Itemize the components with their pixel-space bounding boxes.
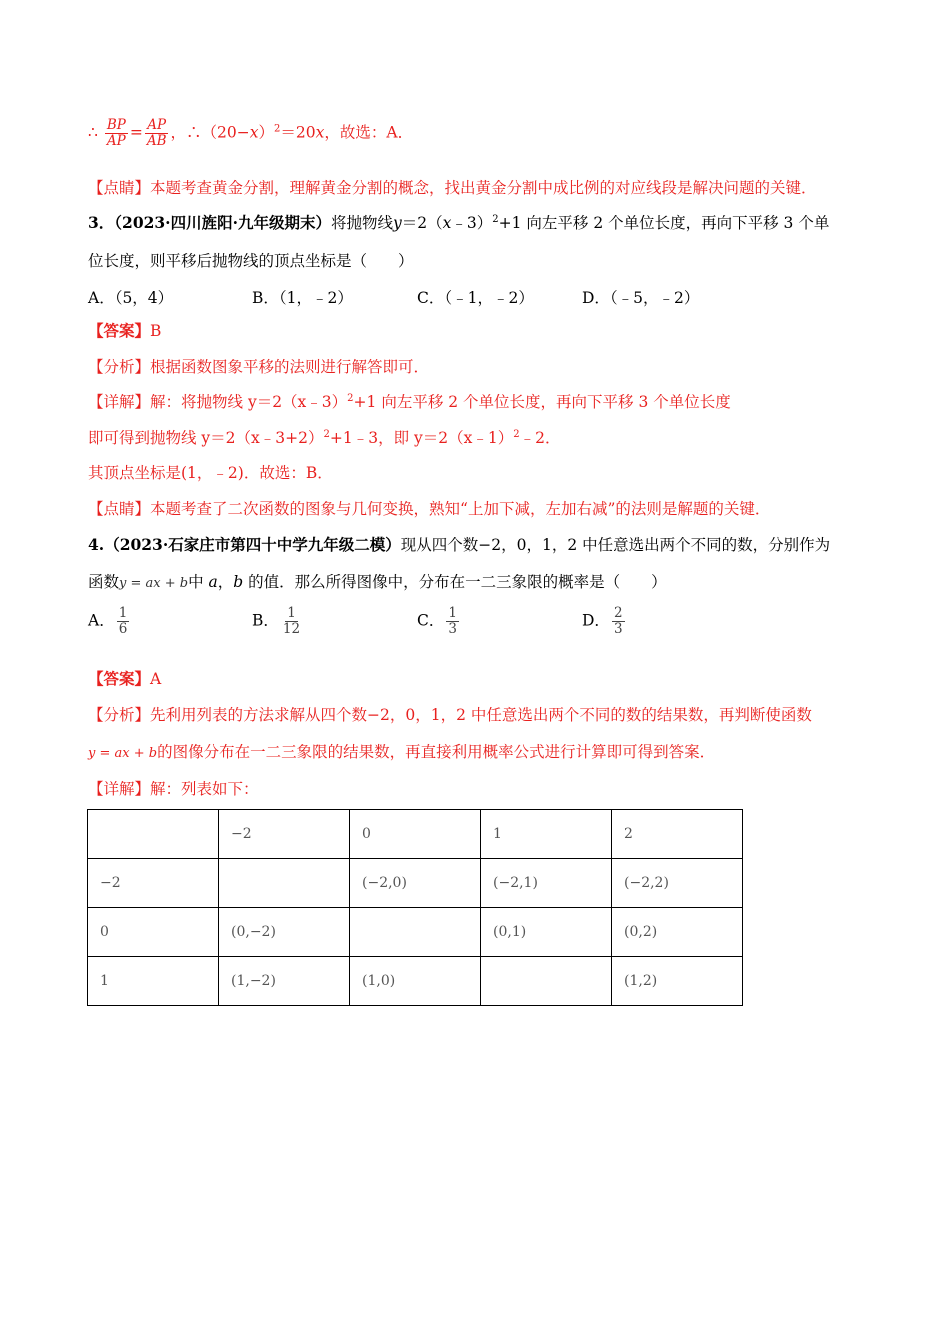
table-cell: 0: [88, 908, 219, 957]
table-row: [88, 957, 743, 1006]
q4-option-d: D． $\frac{2}{3}$: [582, 605, 623, 637]
table-cell: (−2,1): [481, 859, 612, 908]
q3-stem-line2: 位长度，则平移后抛物线的顶点坐标是（ ）: [88, 252, 414, 270]
q4-option-a: A． $\frac{1}{6}$: [88, 605, 128, 637]
table-cell: 1: [88, 957, 219, 1006]
q3-analysis: 【分析】根据函数图象平移的法则进行解答即可．: [88, 358, 430, 376]
q4-option-c: C． $\frac{1}{3}$: [417, 605, 457, 637]
function-formula: y = ax + b: [119, 576, 189, 591]
table-cell: 1: [481, 810, 612, 859]
table-cell: (−2,2): [612, 859, 743, 908]
q3-stem-line1: 3．（2023·四川旌阳·九年级期末）将抛物线y＝2（x﹣3）$^2$+1 向左平移 2 个单位长度，再向下平移 3 个单: [88, 213, 830, 232]
table-cell: (0,1): [481, 908, 612, 957]
table-cell: (1,−2): [219, 957, 350, 1006]
table-cell: (1,0): [350, 957, 481, 1006]
table-cell: [88, 810, 219, 859]
table-cell: 0: [350, 810, 481, 859]
table-cell: [350, 908, 481, 957]
q4-stem-line1: 4.（2023·石家庄市第四十中学九年级二模）现从四个数−2，0，1，2 中任意选出两个不同的数，分别作为: [88, 535, 831, 554]
table-row: [88, 908, 743, 957]
table-cell: [219, 859, 350, 908]
q4-detail: 【详解】解：列表如下：: [88, 780, 259, 798]
q4-stem-line2: 函数y = ax + b中 a，b 的值．那么所得图像中，分布在一二三象限的概率是（ ）: [88, 573, 667, 591]
q4-option-b: B． $\frac{1}{12}$: [252, 605, 301, 637]
table-cell: (0,−2): [219, 908, 350, 957]
conclusion-line: ∴ $\frac{BP}{AP}$ = $\frac{AP}{AB}$ ，$\therefore(20-x)^2=20x$，故选：A．: [88, 117, 414, 149]
table-cell: (1,2): [612, 957, 743, 1006]
q3-answer: 【答案】B: [88, 321, 162, 340]
q3-detail-line2: 即可得到抛物线 y＝2（x﹣3+2）$^2$+1﹣3，即 y＝2（x﹣1）$^2$﹣2．: [88, 428, 561, 447]
q3-dianjing: 【点睛】本题考查了二次函数的图象与几何变换，熟知“上加下减，左加右减”的法则是解题的关键．: [88, 500, 771, 518]
q4-answer: 【答案】A: [88, 669, 162, 688]
q3-detail-line1: 【详解】解：将抛物线 y＝2（x﹣3）$^2$+1 向左平移 2 个单位长度，再向下平移 3 个单位长度: [88, 392, 731, 411]
q3-option-c: C．（﹣1，﹣2）: [417, 289, 534, 307]
outcome-table: [87, 809, 743, 1006]
table-cell: (0,2): [612, 908, 743, 957]
fraction-ap-ab: $\frac{AP}{AB}$: [146, 117, 167, 149]
table-cell: (−2,0): [350, 859, 481, 908]
table-cell: −2: [88, 859, 219, 908]
fraction-bp-ap: $\frac{BP}{AP}$: [106, 117, 126, 149]
dianjing-1: 【点睛】本题考查黄金分割，理解黄金分割的概念，找出黄金分割中成比例的对应线段是解决问题的关键．: [88, 179, 817, 197]
q4-analysis-line2: y = ax + b的图像分布在一二三象限的结果数，再直接利用概率公式进行计算即可得到答案．: [88, 743, 716, 761]
q3-option-a: A．（5，4）: [88, 289, 174, 307]
q4-analysis-line1: 【分析】先利用列表的方法求解从四个数−2，0，1，2 中任意选出两个不同的数的结果数，再判断使函数: [88, 706, 812, 724]
table-cell: −2: [219, 810, 350, 859]
table-cell: 2: [612, 810, 743, 859]
q3-option-d: D．（﹣5，﹣2）: [582, 289, 700, 307]
q3-option-b: B．（1，﹣2）: [252, 289, 353, 307]
q3-detail-line3: 其顶点坐标是(1，﹣2)．故选：B．: [88, 464, 333, 482]
table-row: [88, 810, 743, 859]
therefore-symbol: ∴: [88, 123, 98, 142]
table-row: [88, 859, 743, 908]
table-cell: [481, 957, 612, 1006]
